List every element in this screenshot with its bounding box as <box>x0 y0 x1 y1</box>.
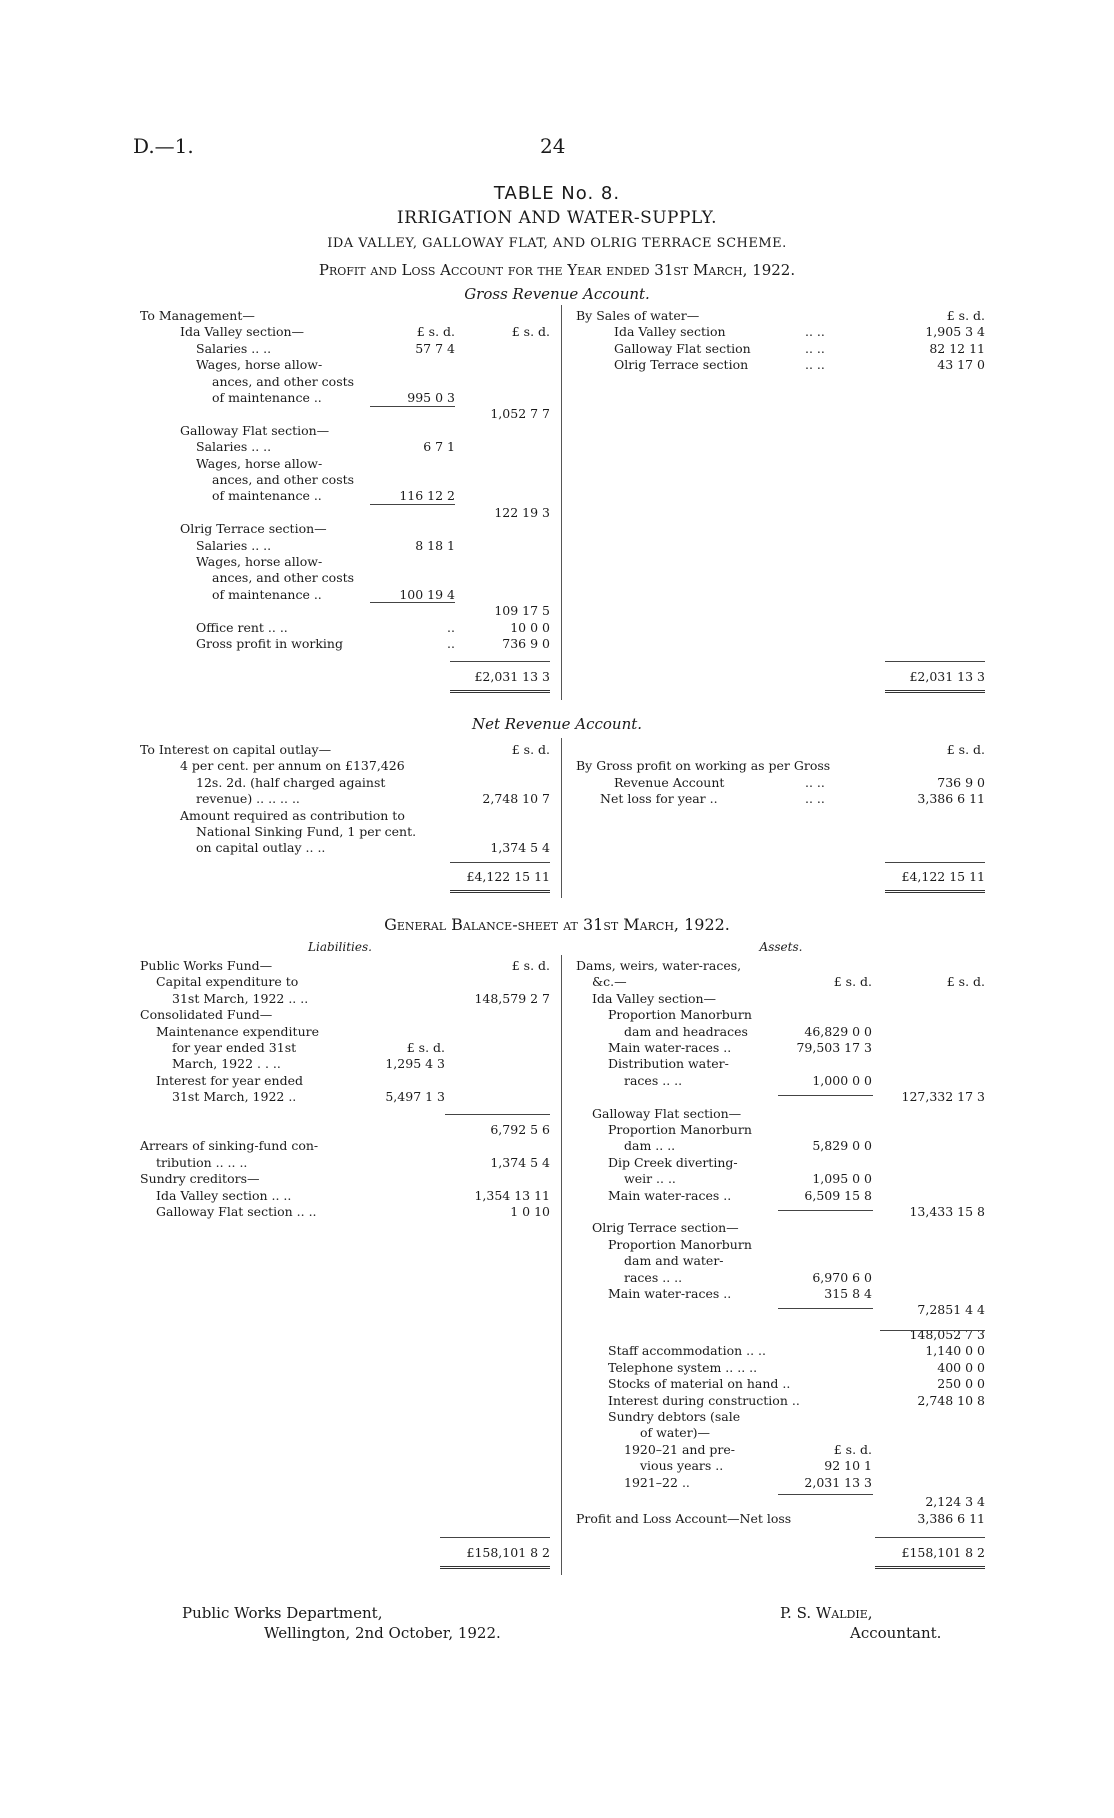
net-credit-label: By Gross profit on working as per Gross <box>576 758 831 774</box>
gross-credit-label: Galloway Flat section <box>614 340 751 356</box>
liability-subtotal-rule <box>445 1114 550 1115</box>
asset-total: £158,101 8 2 <box>901 1545 985 1560</box>
asset-label: Telephone system .. .. .. <box>608 1359 758 1375</box>
liabilities-heading: Liabilities. <box>308 940 372 954</box>
liability-label: for year ended 31st <box>172 1040 297 1055</box>
liability-label: Consolidated Fund— <box>140 1007 273 1023</box>
asset-subtotal-rule <box>778 1494 873 1495</box>
asset-label: Ida Valley section— <box>592 990 717 1006</box>
asset-inner-amount: 6,509 15 8 <box>804 1187 872 1203</box>
net-credit-leader-dots: .. .. <box>805 791 825 807</box>
liability-label: Arrears of sinking-fund con- <box>140 1138 319 1154</box>
gross-total-double-rule <box>450 690 550 693</box>
liability-label: Capital expenditure to <box>156 974 299 990</box>
asset-label: Stocks of material on hand .. <box>608 1376 791 1392</box>
asset-label: races .. .. <box>624 1269 683 1285</box>
net-debit-amount: 2,748 10 7 <box>482 791 550 807</box>
asset-label: Olrig Terrace section— <box>592 1220 739 1236</box>
gross-debit-label: To Management— <box>140 308 255 323</box>
net-credit-total: £4,122 15 11 <box>901 869 985 884</box>
gross-credit-label: Olrig Terrace section <box>614 357 749 373</box>
footer-place-date: Wellington, 2nd October, 1922. <box>264 1624 501 1642</box>
liability-inner-amount: £ s. d. <box>406 1040 445 1055</box>
net-debit-label: revenue) .. .. .. .. <box>196 791 300 807</box>
net-credit-label: Revenue Account <box>614 774 725 790</box>
gross-debit-label: of maintenance .. <box>212 488 322 504</box>
asset-label: Main water-races .. <box>608 1187 732 1203</box>
asset-inner-amount: 2,031 13 3 <box>804 1474 872 1490</box>
liability-amount: 1 0 10 <box>510 1204 550 1219</box>
liability-amount: £ s. d. <box>511 958 550 973</box>
net-debit-amount: £ s. d. <box>511 742 550 757</box>
asset-subtotal-rule <box>880 1330 985 1331</box>
gross-debit-amount: 736 9 0 <box>502 636 550 651</box>
gross-debit-inner-amount: .. <box>447 636 455 651</box>
liability-total-rule <box>440 1537 550 1538</box>
gross-subtotal-rule <box>370 504 455 505</box>
asset-amount: 2,748 10 8 <box>917 1392 985 1408</box>
net-credit-currency-header: £ s. d. <box>946 742 985 757</box>
net-debit-total: £4,122 15 11 <box>466 869 550 884</box>
liability-amount: 1,374 5 4 <box>490 1154 550 1170</box>
gross-debit-amount: 122 19 3 <box>494 504 550 520</box>
gross-debit-label: Wages, horse allow- <box>196 554 323 569</box>
net-credit-leader-dots: .. .. <box>805 774 825 790</box>
gross-debit-label: Office rent .. .. <box>196 619 288 635</box>
gross-debit-inner-amount: 116 12 2 <box>399 488 455 504</box>
asset-inner-amount: 1,000 0 0 <box>812 1072 872 1088</box>
liability-amount: 6,792 5 6 <box>490 1122 550 1137</box>
asset-inner-amount: 5,829 0 0 <box>812 1138 872 1154</box>
gross-debit-label: Salaries .. .. <box>196 439 272 455</box>
main-title: IRRIGATION AND WATER-SUPPLY. <box>396 208 718 228</box>
asset-label: Profit and Loss Account—Net loss <box>576 1510 792 1526</box>
gross-debit-inner-amount: 100 19 4 <box>399 586 455 602</box>
asset-label: weir .. .. <box>624 1171 676 1187</box>
net-credit-amount: 736 9 0 <box>937 774 985 790</box>
document-reference: D.—1. <box>133 134 194 158</box>
footer-signatory-title: Accountant. <box>850 1624 942 1642</box>
gross-debit-label: Wages, horse allow- <box>196 357 323 373</box>
asset-label: 1921–22 .. <box>624 1474 690 1490</box>
gross-debit-inner-amount: 995 0 3 <box>407 390 455 405</box>
asset-amount: 127,332 17 3 <box>901 1089 985 1105</box>
gross-debit-inner-amount: 6 7 1 <box>423 439 455 455</box>
asset-label: of water)— <box>640 1425 711 1441</box>
liability-inner-amount: 1,295 4 3 <box>385 1056 445 1072</box>
asset-inner-amount: 1,095 0 0 <box>812 1171 872 1187</box>
liability-label: 31st March, 1922 .. .. <box>172 990 309 1006</box>
asset-amount: £ s. d. <box>946 974 985 990</box>
asset-label: 1920–21 and pre- <box>624 1441 736 1457</box>
asset-label: Sundry debtors (sale <box>608 1409 741 1424</box>
asset-label: dam and water- <box>624 1253 724 1269</box>
gross-debit-label: Ida Valley section— <box>180 324 305 340</box>
scheme-title: IDA VALLEY, GALLOWAY FLAT, AND OLRIG TERRACE SCHEME. <box>327 236 787 251</box>
account-title: Profit and Loss Account for the Year ended 31st March, 1922. <box>318 261 796 279</box>
asset-label: Proportion Manorburn <box>608 1122 752 1137</box>
gross-credit-leader-dots: .. .. <box>805 340 825 356</box>
gross-debit-label: Olrig Terrace section— <box>180 521 327 537</box>
gross-credit-total: £2,031 13 3 <box>909 669 985 684</box>
gross-debit-label: ances, and other costs <box>212 472 355 487</box>
gross-debit-label: Salaries .. .. <box>196 340 272 356</box>
gross-total-double-rule <box>885 690 985 693</box>
asset-inner-amount: £ s. d. <box>833 1441 872 1457</box>
asset-label: Interest during construction .. <box>608 1392 800 1408</box>
gross-credit-amount: £ s. d. <box>946 308 985 323</box>
gross-debit-label: Gross profit in working <box>196 636 343 651</box>
net-debit-label: Amount required as contribution to <box>180 807 405 823</box>
gross-debit-amount: 1,052 7 7 <box>490 406 550 422</box>
asset-subtotal-rule <box>778 1095 873 1096</box>
asset-inner-amount: 46,829 0 0 <box>804 1023 872 1039</box>
gross-credit-amount: 43 17 0 <box>937 357 985 373</box>
liability-total-double-rule <box>440 1566 550 1569</box>
gross-debit-amount: 109 17 5 <box>494 603 550 619</box>
liability-label: Ida Valley section .. .. <box>156 1187 292 1203</box>
asset-label: Main water-races .. <box>608 1040 732 1055</box>
asset-label: Staff accommodation .. .. <box>608 1343 766 1359</box>
gross-debit-inner-amount: .. <box>447 619 455 635</box>
asset-total-double-rule <box>875 1566 985 1569</box>
asset-label: Dip Creek diverting- <box>608 1154 738 1170</box>
net-debit-label: 4 per cent. per annum on £137,426 <box>180 758 405 774</box>
asset-amount: 250 0 0 <box>937 1376 985 1392</box>
asset-inner-amount: 315 8 4 <box>824 1286 872 1301</box>
liability-amount: 1,354 13 11 <box>474 1187 550 1203</box>
page-number: 24 <box>540 134 566 158</box>
liability-label: Maintenance expenditure <box>156 1023 319 1039</box>
liability-total: £158,101 8 2 <box>466 1545 550 1560</box>
asset-label: Proportion Manorburn <box>608 1236 752 1252</box>
gross-credit-leader-dots: .. .. <box>805 357 825 373</box>
net-debit-label: on capital outlay .. .. <box>196 840 326 856</box>
gross-subtotal-rule <box>370 602 455 603</box>
net-total-double-rule <box>885 890 985 893</box>
asset-amount: 3,386 6 11 <box>917 1510 985 1526</box>
footer-department: Public Works Department, <box>182 1604 383 1622</box>
gross-debit-label: Salaries .. .. <box>196 537 272 553</box>
asset-label: Proportion Manorburn <box>608 1007 752 1023</box>
gross-credit-amount: 1,905 3 4 <box>925 324 985 340</box>
asset-inner-amount: 92 10 1 <box>824 1458 872 1474</box>
asset-amount: 148,052 7 3 <box>909 1327 985 1342</box>
net-credit-label: Net loss for year .. <box>600 791 718 807</box>
asset-label: Dams, weirs, water-races, <box>576 958 742 973</box>
gross-debit-amount: £ s. d. <box>511 324 550 340</box>
net-debit-label: To Interest on capital outlay— <box>140 742 332 757</box>
liability-label: Public Works Fund— <box>140 958 273 973</box>
liability-label: Interest for year ended <box>156 1072 304 1088</box>
asset-amount: 2,124 3 4 <box>925 1494 985 1510</box>
asset-label: races .. .. <box>624 1072 683 1088</box>
gross-debit-label: Galloway Flat section— <box>180 422 330 438</box>
assets-heading: Assets. <box>759 940 803 954</box>
asset-inner-amount: 6,970 6 0 <box>812 1269 872 1285</box>
balance-sheet-heading: General Balance-sheet at 31st March, 1922. <box>384 915 730 934</box>
asset-label: Distribution water- <box>608 1056 729 1072</box>
asset-label: dam .. .. <box>624 1138 676 1154</box>
liability-amount: 148,579 2 7 <box>474 990 550 1006</box>
asset-amount: 7,2851 4 4 <box>917 1302 985 1318</box>
liability-label: Galloway Flat section .. .. <box>156 1204 317 1219</box>
net-total-rule <box>885 862 985 863</box>
asset-amount: 400 0 0 <box>937 1359 985 1375</box>
asset-total-rule <box>875 1537 985 1538</box>
gross-debit-inner-amount: 57 7 4 <box>415 340 455 356</box>
gross-total-rule <box>450 661 550 662</box>
net-revenue-heading: Net Revenue Account. <box>471 715 643 733</box>
gross-total-rule <box>885 661 985 662</box>
asset-amount: 1,140 0 0 <box>925 1343 985 1359</box>
liability-label: March, 1922 . . .. <box>172 1056 281 1072</box>
liability-label: tribution .. .. .. <box>156 1154 248 1170</box>
net-divider <box>561 738 562 898</box>
gross-divider <box>561 305 562 700</box>
gross-debit-total: £2,031 13 3 <box>474 669 550 684</box>
balance-divider <box>561 955 562 1575</box>
asset-inner-amount: 79,503 17 3 <box>796 1040 872 1055</box>
gross-debit-label: Wages, horse allow- <box>196 455 323 471</box>
asset-label: dam and headraces <box>624 1023 748 1039</box>
gross-debit-amount: 10 0 0 <box>510 619 550 635</box>
asset-inner-amount: £ s. d. <box>833 974 872 990</box>
gross-debit-inner-amount: £ s. d. <box>416 324 455 340</box>
gross-subtotal-rule <box>370 406 455 407</box>
asset-label: Main water-races .. <box>608 1286 732 1301</box>
net-total-double-rule <box>450 890 550 893</box>
net-debit-label: National Sinking Fund, 1 per cent. <box>196 824 417 839</box>
net-debit-label: 12s. 2d. (half charged against <box>196 774 386 790</box>
asset-label: Galloway Flat section— <box>592 1105 742 1121</box>
asset-subtotal-rule <box>778 1210 873 1211</box>
gross-debit-label: of maintenance .. <box>212 390 322 405</box>
gross-credit-amount: 82 12 11 <box>929 340 985 356</box>
asset-label: &c.— <box>592 974 627 990</box>
liability-inner-amount: 5,497 1 3 <box>385 1089 445 1105</box>
gross-debit-label: ances, and other costs <box>212 570 355 586</box>
gross-credit-label: By Sales of water— <box>576 308 700 323</box>
asset-amount: 13,433 15 8 <box>909 1204 985 1219</box>
table-title: TABLE No. 8. <box>493 183 621 204</box>
net-total-rule <box>450 862 550 863</box>
net-credit-amount: 3,386 6 11 <box>917 791 985 807</box>
gross-debit-inner-amount: 8 18 1 <box>415 537 455 553</box>
footer-signatory: P. S. Waldie, <box>780 1604 873 1622</box>
gross-debit-label: of maintenance .. <box>212 586 322 602</box>
gross-credit-label: Ida Valley section <box>614 324 726 340</box>
liability-label: Sundry creditors— <box>140 1171 260 1187</box>
gross-debit-label: ances, and other costs <box>212 373 355 389</box>
liability-label: 31st March, 1922 .. <box>172 1089 297 1105</box>
net-debit-amount: 1,374 5 4 <box>490 840 550 856</box>
gross-credit-leader-dots: .. .. <box>805 324 825 340</box>
gross-revenue-heading: Gross Revenue Account. <box>464 285 650 303</box>
asset-label: vious years .. <box>640 1458 724 1474</box>
asset-subtotal-rule <box>778 1308 873 1309</box>
